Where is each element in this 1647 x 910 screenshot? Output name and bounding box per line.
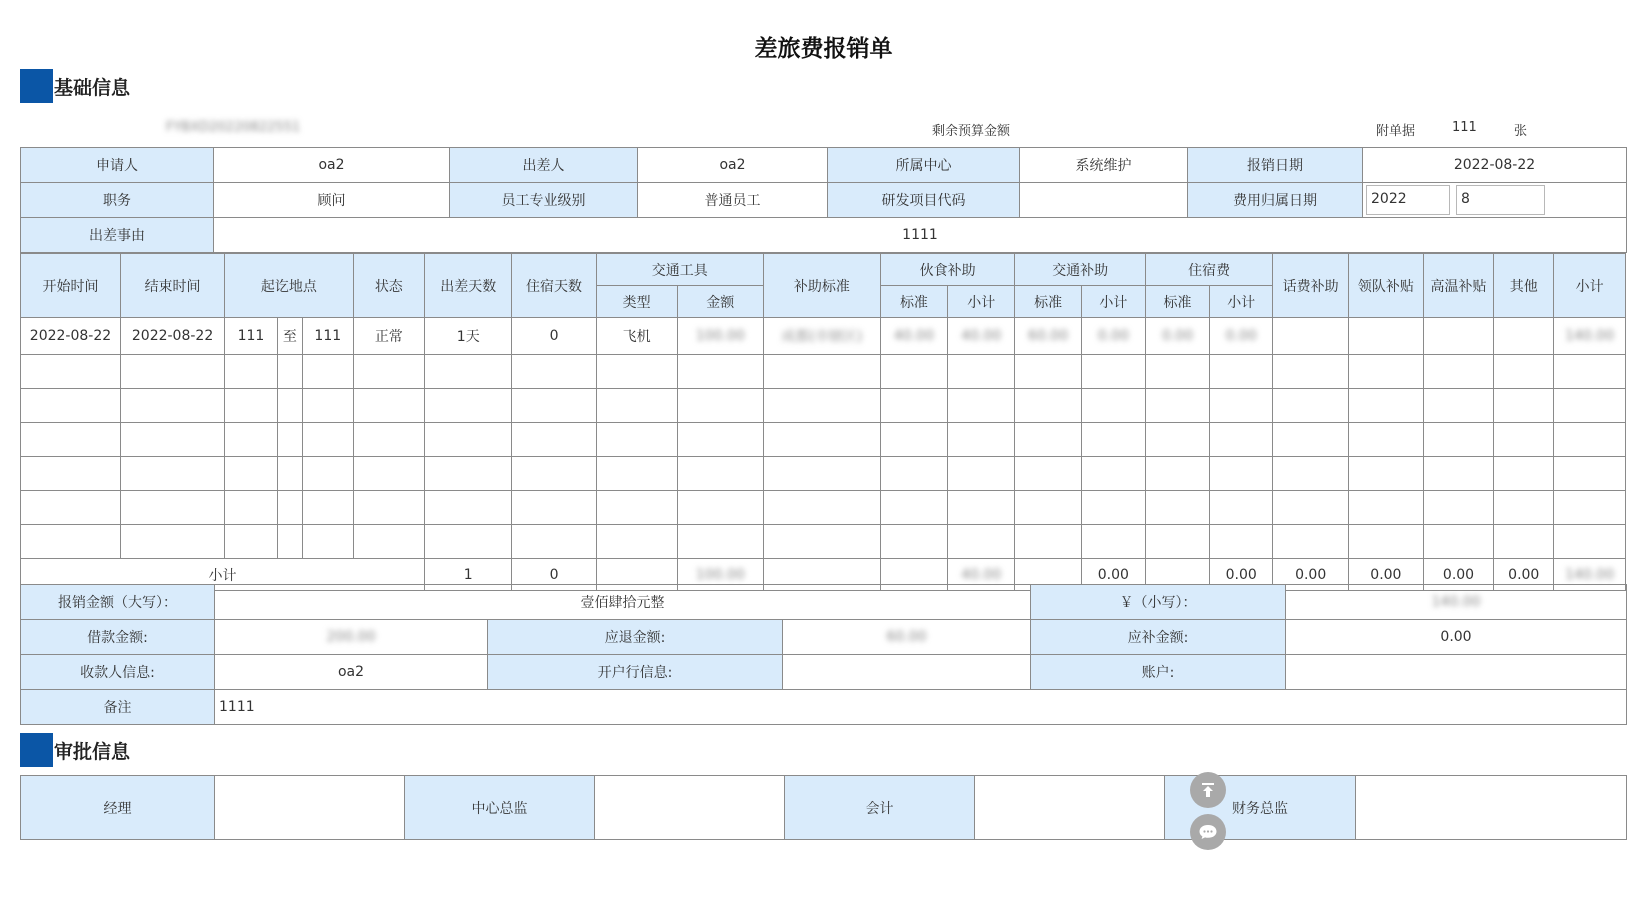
back-to-top-button[interactable] — [1190, 772, 1226, 808]
subtotal-heat: 0.00 — [1423, 559, 1494, 591]
basic-info-table — [20, 147, 1627, 253]
payee-value: oa2 — [215, 655, 488, 690]
amount-cn-value: 壹佰肆拾元整 — [215, 585, 1031, 620]
section-basic-header — [20, 69, 130, 103]
attachment-count: 111 — [1452, 120, 1477, 135]
col-lodging-std: 标准 — [1145, 286, 1209, 318]
col-traffic-std: 标准 — [1015, 286, 1081, 318]
col-trip-days: 出差天数 — [425, 254, 512, 318]
row-phone — [1273, 318, 1349, 355]
project-code-value — [1020, 183, 1188, 218]
project-code-label: 研发项目代码 — [828, 183, 1020, 218]
section-marker — [20, 733, 53, 767]
col-transport-amount: 金额 — [677, 286, 763, 318]
empty-row — [21, 491, 1626, 525]
row-total: 140.00 — [1554, 318, 1626, 355]
row-status: 正常 — [353, 318, 425, 355]
section-approval-title: 审批信息 — [54, 740, 131, 763]
empty-row — [21, 355, 1626, 389]
table-row — [21, 318, 1626, 355]
attachment-label: 附单据 — [1376, 124, 1416, 139]
row-subsidy-std: 成都(市辖区) — [763, 318, 880, 355]
approval-accountant-label: 会计 — [785, 776, 975, 840]
row-stay-days: 0 — [512, 318, 596, 355]
applicant-value: oa2 — [214, 148, 450, 183]
row-to-word: 至 — [277, 318, 302, 355]
approval-director-label: 中心总监 — [405, 776, 595, 840]
supplement-value: 0.00 — [1286, 620, 1627, 655]
account-label: 账户: — [1031, 655, 1286, 690]
summary-line — [20, 120, 1626, 140]
col-lodging: 住宿费 — [1145, 254, 1272, 286]
col-transport: 交通工具 — [596, 254, 763, 286]
amount-summary-table — [20, 584, 1627, 725]
approval-director-sign — [595, 776, 785, 840]
loan-value: 200.00 — [215, 620, 488, 655]
approval-manager-label: 经理 — [21, 776, 215, 840]
col-traffic: 交通补助 — [1015, 254, 1145, 286]
approval-finance-label: 财务总监 — [1165, 776, 1356, 840]
subtotal-lodging: 0.00 — [1210, 559, 1273, 591]
row-to: 111 — [303, 318, 354, 355]
bank-label: 开户行信息: — [488, 655, 783, 690]
center-label: 所属中心 — [828, 148, 1020, 183]
applicant-label: 申请人 — [21, 148, 214, 183]
subtotal-label: 小计 — [21, 559, 425, 591]
budget-label: 剩余预算金额 — [932, 124, 1011, 139]
center-value: 系统维护 — [1020, 148, 1188, 183]
amount-cn-label: 报销金额（大写）： — [21, 585, 215, 620]
account-value — [1286, 655, 1627, 690]
attachment-unit: 张 — [1514, 124, 1528, 139]
row-transport-amount: 100.00 — [677, 318, 763, 355]
col-meal-subtotal: 小计 — [948, 286, 1015, 318]
subtotal-meal: 40.00 — [948, 559, 1015, 591]
trip-detail-table — [20, 253, 1626, 591]
col-heat: 高温补贴 — [1423, 254, 1494, 318]
row-transport-type: 飞机 — [596, 318, 677, 355]
chat-icon — [1198, 823, 1218, 841]
col-lead: 领队补贴 — [1349, 254, 1424, 318]
row-other — [1494, 318, 1554, 355]
subtotal-trip-days: 1 — [425, 559, 512, 591]
row-heat — [1423, 318, 1494, 355]
subtotal-phone: 0.00 — [1273, 559, 1349, 591]
subtotal-lead: 0.00 — [1349, 559, 1424, 591]
expense-period-label: 费用归属日期 — [1188, 183, 1363, 218]
reimburse-date-value: 2022-08-22 — [1363, 148, 1627, 183]
subtotal-stay-days: 0 — [512, 559, 596, 591]
section-basic-title: 基础信息 — [54, 76, 131, 99]
amount-num-value: 140.00 — [1286, 585, 1627, 620]
empty-row — [21, 423, 1626, 457]
remark-value: 1111 — [215, 690, 1627, 725]
row-meal-subtotal: 40.00 — [948, 318, 1015, 355]
position-label: 职务 — [21, 183, 214, 218]
row-lodging-std: 0.00 — [1145, 318, 1209, 355]
approval-manager-sign — [215, 776, 405, 840]
traveler-label: 出差人 — [450, 148, 638, 183]
col-meal-std: 标准 — [880, 286, 947, 318]
col-other: 其他 — [1494, 254, 1554, 318]
col-place: 起讫地点 — [225, 254, 353, 318]
row-traffic-std: 60.00 — [1015, 318, 1081, 355]
supplement-label: 应补金额: — [1031, 620, 1286, 655]
period-month-input[interactable]: 8 — [1456, 185, 1545, 215]
payee-label: 收款人信息: — [21, 655, 215, 690]
empty-row — [21, 525, 1626, 559]
loan-label: 借款金额: — [21, 620, 215, 655]
expense-period-cell — [1363, 183, 1627, 218]
chat-button[interactable] — [1190, 814, 1226, 850]
approval-accountant-sign — [975, 776, 1165, 840]
row-lead — [1349, 318, 1424, 355]
bank-value — [783, 655, 1031, 690]
trip-reason-value: 1111 — [214, 218, 1627, 253]
row-lodging-subtotal: 0.00 — [1210, 318, 1273, 355]
approval-finance-sign — [1356, 776, 1627, 840]
row-trip-days: 1天 — [425, 318, 512, 355]
row-from: 111 — [225, 318, 278, 355]
traveler-value: oa2 — [638, 148, 828, 183]
subtotal-other: 0.00 — [1494, 559, 1554, 591]
col-meal: 伙食补助 — [880, 254, 1015, 286]
amount-num-label: ￥（小写）： — [1031, 585, 1286, 620]
row-end-time: 2022-08-22 — [120, 318, 224, 355]
document-number: FYBXD20220822551 — [166, 120, 301, 135]
col-start-time: 开始时间 — [21, 254, 121, 318]
col-stay-days: 住宿天数 — [512, 254, 596, 318]
period-year-input[interactable]: 2022 — [1366, 185, 1450, 215]
subtotal-total: 140.00 — [1554, 559, 1626, 591]
back-to-top-icon — [1199, 781, 1217, 799]
row-start-time: 2022-08-22 — [21, 318, 121, 355]
subtotal-transport-amount: 100.00 — [677, 559, 763, 591]
col-traffic-subtotal: 小计 — [1081, 286, 1145, 318]
subtotal-traffic: 0.00 — [1081, 559, 1145, 591]
approval-table — [20, 775, 1627, 840]
col-total: 小计 — [1554, 254, 1626, 318]
row-meal-std: 40.00 — [880, 318, 947, 355]
level-label: 员工专业级别 — [450, 183, 638, 218]
col-lodging-subtotal: 小计 — [1210, 286, 1273, 318]
trip-reason-label: 出差事由 — [21, 218, 214, 253]
col-status: 状态 — [353, 254, 425, 318]
col-end-time: 结束时间 — [120, 254, 224, 318]
level-value: 普通员工 — [638, 183, 828, 218]
empty-row — [21, 457, 1626, 491]
remark-label: 备注 — [21, 690, 215, 725]
col-phone: 话费补助 — [1273, 254, 1349, 318]
empty-row — [21, 389, 1626, 423]
col-transport-type: 类型 — [596, 286, 677, 318]
page-title: 差旅费报销单 — [754, 36, 893, 62]
refund-label: 应退金额: — [488, 620, 783, 655]
row-traffic-subtotal: 0.00 — [1081, 318, 1145, 355]
position-value: 顾问 — [214, 183, 450, 218]
col-subsidy-std: 补助标准 — [763, 254, 880, 318]
refund-value: 60.00 — [783, 620, 1031, 655]
section-approval-header — [20, 733, 130, 767]
reimburse-date-label: 报销日期 — [1188, 148, 1363, 183]
section-marker — [20, 69, 53, 103]
